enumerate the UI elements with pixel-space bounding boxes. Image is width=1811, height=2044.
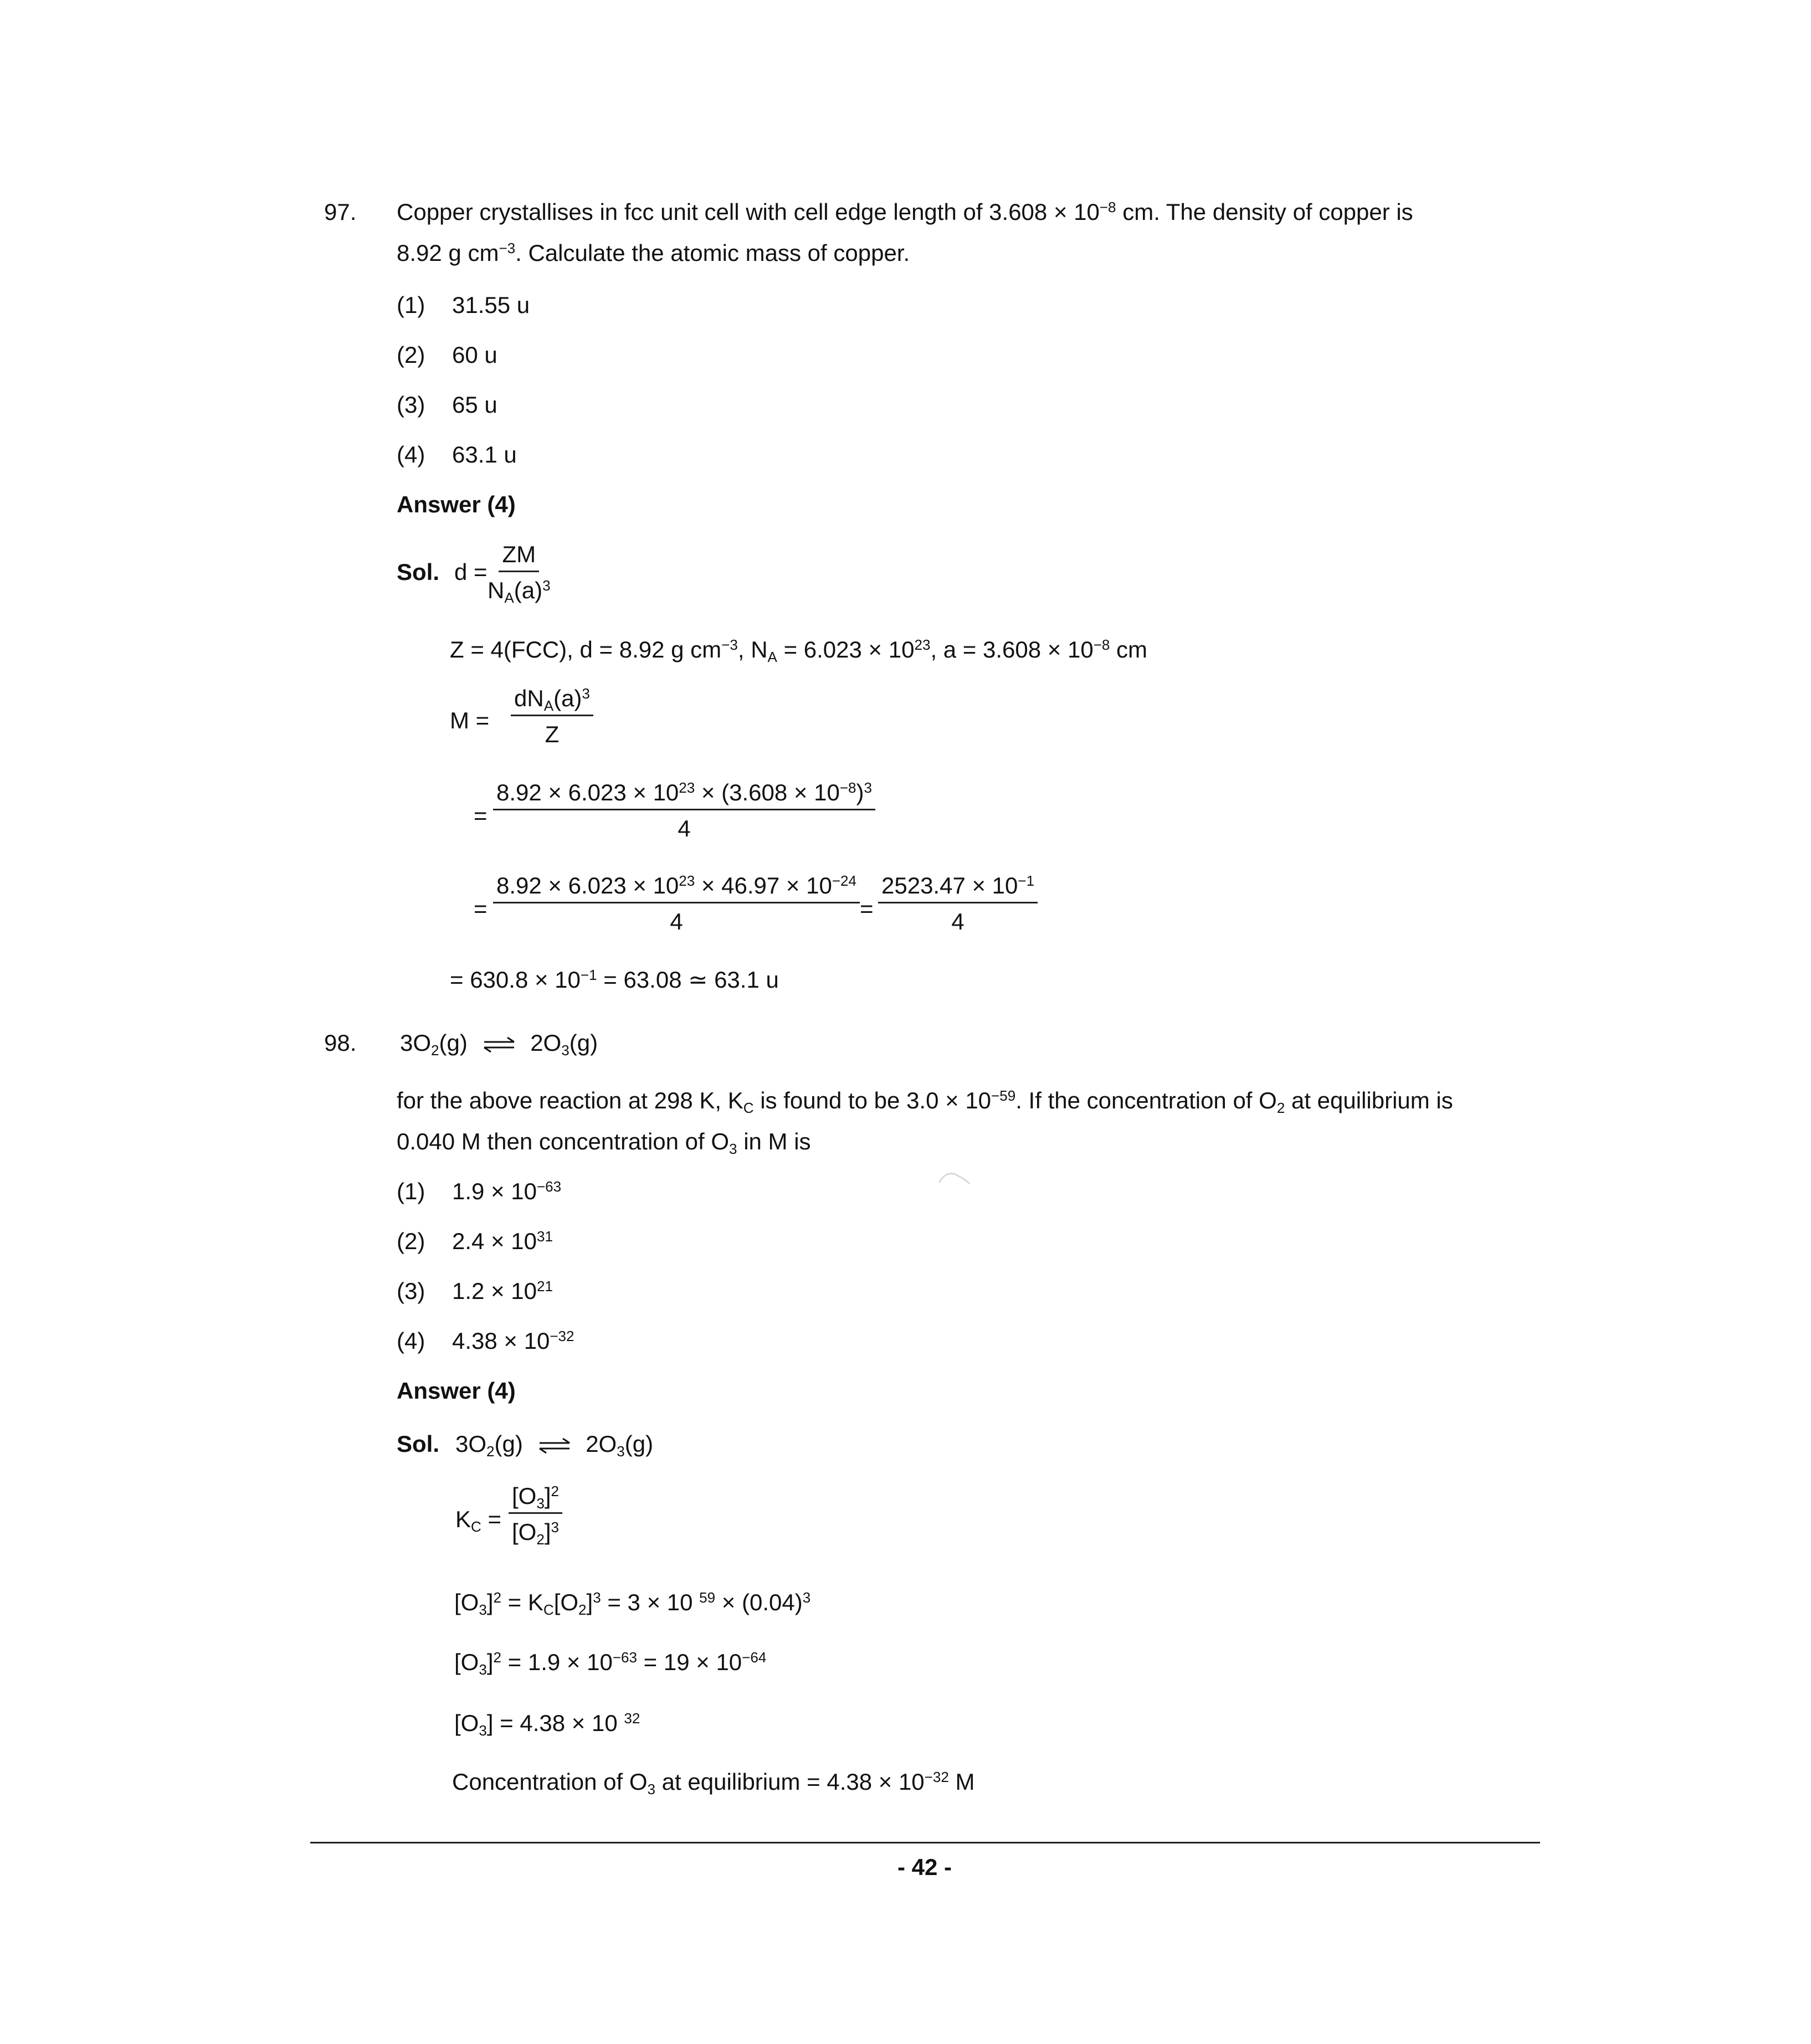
q98-option-4 [397,1327,574,1354]
q98-sol-label: Sol. [397,1431,440,1457]
eq2-denominator: Z [545,721,560,747]
option-value: 63.1 u [452,441,517,468]
page-number: - 42 - [897,1854,952,1880]
option-number: (3) [397,392,425,418]
q97-text1-exp: −8 [1099,198,1116,215]
option-number: (3) [397,1278,425,1304]
q97-given: Z = 4(FCC), d = 8.92 g $cm^{-3}$, $N_A = 6.023 \times 10^{23}$, $a = 3.608 \times 10^{-8}$ cm [450,636,1148,665]
option-value: $1.2 \times 10^{21}$ [452,1277,553,1304]
option-number: (4) [397,441,425,468]
q97-eq4-fraction [493,874,860,933]
eq2-numerator: $dN_A(a)^3$ [511,687,593,716]
option-number: (1) [397,1178,425,1204]
q97-option-4 [397,441,517,468]
eq4-numerator: $8.92 \times 6.023 \times 10^{23} \times 46.97 \times 10^{-24}$ [493,874,860,903]
kc-denominator: $[O_2]^3$ [512,1518,559,1548]
kc-numerator: $[O_3]^2$ [509,1485,562,1514]
option-value: $4.38 \times 10^{-32}$ [452,1327,574,1354]
q97-eq4b-fraction [878,874,1038,933]
q97-eq1-lhs: d = [454,559,488,585]
q98-text-line1: for the above reaction at 298 K, $K_C$ is found to be $3.0 \times 10^{-59}$. If the concentration of $O_2$ at equilibrium is [397,1087,1453,1116]
eq4-denominator: 4 [670,908,683,934]
q97-option-2 [397,342,497,368]
option-number: (1) [397,292,425,318]
eq1-numerator: ZM [499,543,539,572]
q97-option-3 [397,392,497,418]
q97-text2: 8.92 g cm [397,240,499,266]
q98-kc-lhs: $K_C$ = [455,1506,502,1535]
q98-reaction: $3O_2(g)$ $2O_3(g)$ [400,1030,598,1059]
q98-text-line2: 0.040 M then concentration of $O_3$ in M is [397,1128,811,1157]
q97-eq2-fraction [511,687,593,746]
option-number: (2) [397,1228,425,1254]
q97-text1-end: cm. The density of copper is [1116,199,1413,225]
q97-eq1-fraction [488,541,551,606]
eq3-denominator: 4 [678,815,691,841]
q97-option-1 [397,292,530,318]
q97-text2-end: . Calculate the atomic mass of copper. [515,240,910,266]
q98-answer: Answer (4) [397,1378,516,1404]
footer-divider [310,1842,1540,1843]
q97-number: 97. [324,199,357,225]
q97-sol-label: Sol. [397,559,440,585]
q97-eq4-equals-2: = [860,896,874,922]
eq4b-denominator: 4 [951,908,965,934]
eq1-denominator: $N_A(a)^3$ [488,577,551,606]
q97-eq5: = $630.8 \times 10^{-1} = 63.08$ ≃ 63.1 u [450,966,779,993]
q97-eq3-equals: = [474,803,488,829]
q98-line2: $[O_3]^2 = 1.9 \times 10^{-63} = 19 \times 10^{-64}$ [454,1648,767,1678]
equilibrium-arrow-icon [482,1036,516,1053]
option-value: $2.4 \times 10^{31}$ [452,1228,553,1254]
q98-line1: $[O_3]^2 = K_C[O_2]^3 = 3 \times 10$ $^{59} \times (0.04)^3$ [454,1589,811,1618]
q98-option-1 [397,1178,562,1204]
q97-text-line1 [397,198,1413,225]
option-value: 65 u [452,392,497,418]
q97-eq2-lhs: M = [450,707,490,733]
eq4b-numerator: $2523.47 \times 10^{-1}$ [878,874,1038,903]
option-value: 60 u [452,342,497,368]
q98-concentration: Concentration of $O_3$ at equilibrium = $4.38 \times 10^{-32}$ M [452,1768,975,1798]
option-value: $1.9 \times 10^{-63}$ [452,1178,562,1204]
q98-kc-fraction [509,1482,562,1548]
q97-eq4-equals: = [474,896,488,922]
q97-eq3-fraction [493,781,875,840]
equilibrium-arrow-icon [537,1437,572,1454]
q98-option-2 [397,1228,553,1254]
eq3-numerator: $8.92 \times 6.023 \times 10^{23} \times (3.608 \times 10^{-8})^3$ [493,781,875,810]
scan-mark-icon [936,1166,975,1188]
q97-text2-exp: −3 [499,239,516,256]
q98-number: 98. [324,1030,357,1056]
q97-text1: Copper crystallises in fcc unit cell with cell edge length of 3.608 × 10 [397,199,1100,225]
q98-option-3 [397,1277,553,1304]
option-number: (2) [397,342,425,368]
q98-line3: $[O_3] = 4.38 \times 10$ $^{32}$ [454,1709,640,1739]
q97-text-line2 [397,239,910,266]
option-value: 31.55 u [452,292,530,318]
q98-sol-reaction: $3O_2(g)$ $2O_3(g)$ [455,1431,654,1460]
q97-answer: Answer (4) [397,491,516,517]
option-number: (4) [397,1328,425,1354]
